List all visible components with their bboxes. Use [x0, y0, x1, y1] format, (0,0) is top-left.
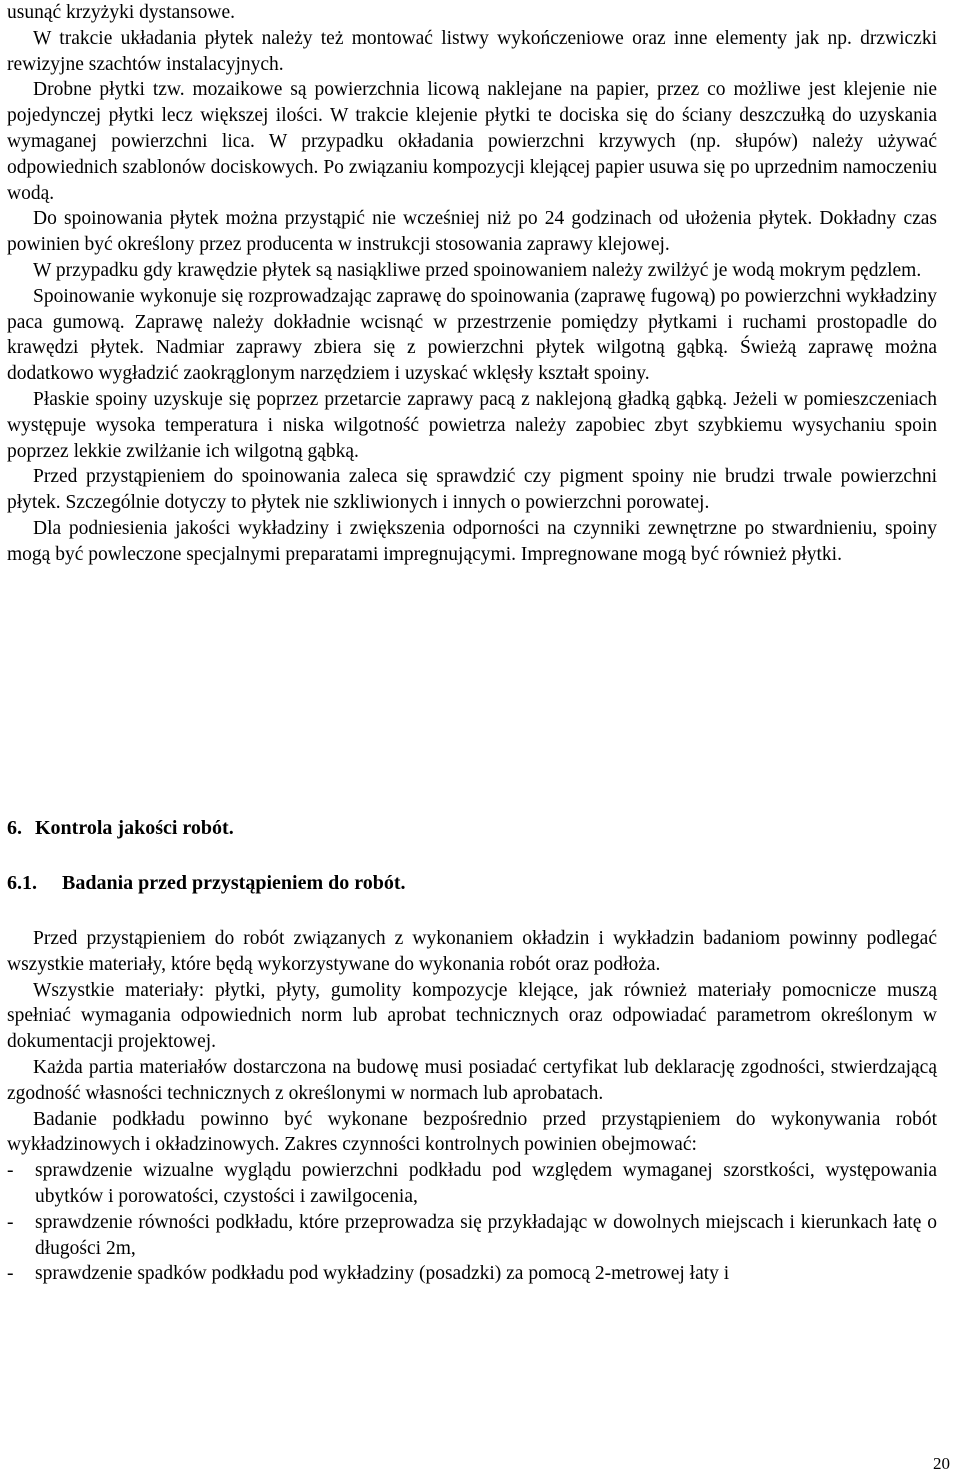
- body-text-top: [7, 0, 937, 568]
- paragraph: Drobne płytki tzw. mozaikowe są powierzchnia licową naklejane na papier, przez co możliwe jest klejenie nie pojedynczej płytki lecz większej ilości. W trakcie klejenie płytki te dociska się do ściany deszczułką do uzyskania wymaganej powierzchni lica. W przypadku okładania powierzchni krzywych (np. słupów) należy używać odpowiednich szablonów dociskowych. Po związaniu kompozycji klejącej papier usuwa się po uprzednim namoczeniu wodą.: [7, 79, 937, 204]
- paragraph: Każda partia materiałów dostarczona na budowę musi posiadać certyfikat lub deklarację zgodności, stwierdzającą zgodność własności technicznych z określonymi w normach lub aprobatach.: [7, 1056, 937, 1104]
- list-item-text: sprawdzenie równości podkładu, które przeprowadza się przykładając w dowolnych miejscach i kierunkach łatę o długości 2m,: [35, 1211, 937, 1259]
- subsection-title: Badania przed przystąpieniem do robót.: [62, 872, 406, 894]
- paragraph: Przed przystąpieniem do robót związanych z wykonaniem okładzin i wykładzin badaniom powinny podlegać wszystkie materiały, które będą wykorzystywane do wykonania robót oraz podłoża.: [7, 928, 937, 975]
- list-item-text: sprawdzenie wizualne wyglądu powierzchni podkładu pod względem wymaganej szorstkości, występowania ubytków i porowatości, czystości i zawilgocenia,: [35, 1160, 937, 1207]
- paragraph: Spoinowanie wykonuje się rozprowadzając zaprawę do spoinowania (zaprawę fugową) po powierzchni wykładziny paca gumową. Zaprawę należy dokładnie wcisnąć w przestrzenie pomiędzy płytkami i ruchami prostopadle do krawędzi płytek. Nadmiar zaprawy zbiera się z powierzchni płytek wilgotną gąbką. Świeżą zaprawę można dodatkowo wygładzić zaokrąglonym narzędziem i uzyskać wklęsły kształt spoiny.: [7, 285, 937, 385]
- list-item: [7, 1261, 937, 1287]
- section-heading: [7, 816, 234, 842]
- list-item: [7, 1158, 937, 1210]
- list-bullet: -: [7, 1211, 14, 1233]
- page-number: 20: [933, 1454, 950, 1473]
- paragraph: Dla podniesienia jakości wykładziny i zwiększenia odporności na czynniki zewnętrzne po stwardnieniu, spoiny mogą być powleczone specjalnymi preparatami impregnującymi. Impregnowane mogą być również płytki.: [7, 517, 937, 565]
- paragraph: W przypadku gdy krawędzie płytek są nasiąkliwe przed spoinowaniem należy zwilżyć je wodą mokrym pędzlem.: [33, 259, 922, 281]
- paragraph: Do spoinowania płytek można przystąpić nie wcześniej niż po 24 godzinach od ułożenia płytek. Dokładny czas powinien być określony przez producenta w instrukcji stosowania zaprawy klejowej.: [7, 208, 937, 256]
- section-title: Kontrola jakości robót.: [35, 817, 234, 839]
- subsection-number: 6.1.: [7, 872, 37, 894]
- list-item: [7, 1210, 937, 1262]
- paragraph: usunąć krzyżyki dystansowe.: [7, 2, 235, 23]
- paragraph: Płaskie spoiny uzyskuje się poprzez przetarcie zaprawy pacą z naklejoną gładką gąbką. Jeżeli w pomieszczeniach występuje wysoka temperatura i niska wilgotność powietrza należy zapobiec zbyt szybkiemu wysychaniu spoin poprzez lekkie zwilżanie ich wilgotną gąbką.: [7, 388, 937, 462]
- subsection-heading: [7, 871, 406, 897]
- section-number: 6.: [7, 817, 22, 839]
- list-item-text: sprawdzenie spadków podkładu pod wykładziny (posadzki) za pomocą 2-metrowej łaty i: [35, 1263, 730, 1285]
- list-bullet: -: [7, 1263, 14, 1285]
- paragraph: W trakcie układania płytek należy też montować listwy wykończeniowe oraz inne elementy jak np. drzwiczki rewizyjne szachtów instalacyjnych.: [7, 27, 937, 75]
- list-bullet: -: [7, 1160, 14, 1182]
- body-text-bottom: [7, 926, 937, 1287]
- paragraph: Wszystkie materiały: płytki, płyty, gumolity kompozycje klejące, jak również materiały pomocnicze muszą spełniać wymagania odpowiednich norm lub aprobat technicznych oraz odpowiadać parametrom określonym w dokumentacji projektowej.: [7, 979, 937, 1053]
- paragraph: Badanie podkładu powinno być wykonane bezpośrednio przed przystąpieniem do wykonywania robót wykładzinowych i okładzinowych. Zakres czynności kontrolnych powinien obejmować:: [7, 1108, 937, 1156]
- paragraph: Przed przystąpieniem do spoinowania zaleca się sprawdzić czy pigment spoiny nie brudzi trwale powierzchni płytek. Szczególnie dotyczy to płytek nie szkliwionych i innych o powierzchni porowatej.: [7, 466, 937, 514]
